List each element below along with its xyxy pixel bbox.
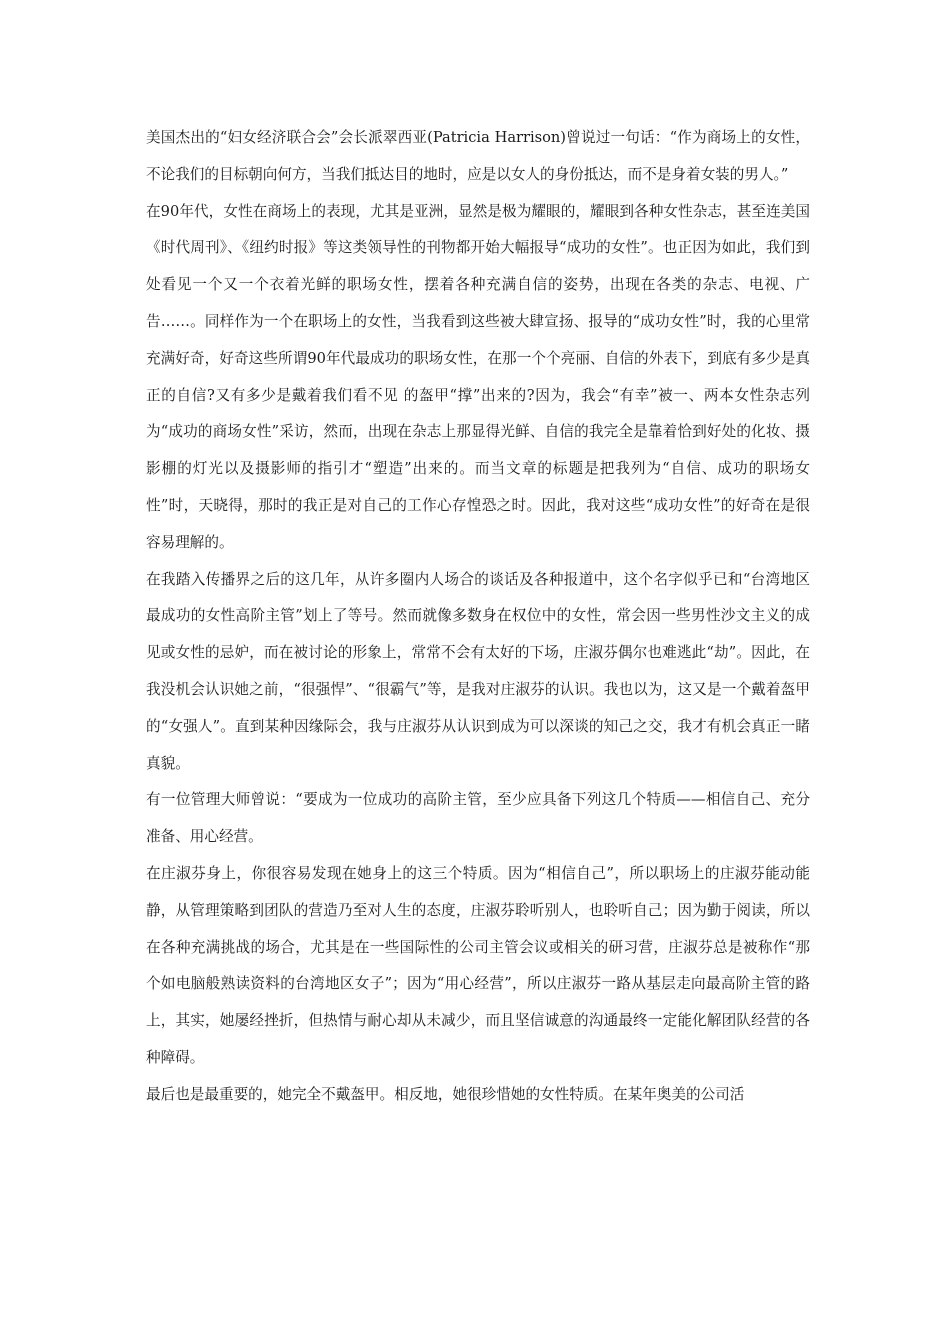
paragraph-1: 美国杰出的“妇女经济联合会”会长派翠西亚(Patricia Harrison)曾说过一句话：“作为商场上的女性，不论我们的目标朝向何方，当我们抵达目的地时，应是以女人的身份抵达，而不是身着女装的男人。” xyxy=(146,129,810,183)
document-body xyxy=(146,120,810,1114)
paragraph-5: 在庄淑芬身上，你很容易发现在她身上的这三个特质。因为“相信自己”，所以职场上的庄淑芬能动能静，从管理策略到团队的营造乃至对人生的态度，庄淑芬聆听别人，也聆听自己；因为勤于阅读，所以在各种充满挑战的场合，尤其是在一些国际性的公司主管会议或相关的研习营，庄淑芬总是被称作“那个如电脑般熟读资料的台湾地区女子”；因为“用心经营”，所以庄淑芬一路从基层走向最高阶主管的路上，其实，她屡经挫折，但热情与耐心却从未减少，而且坚信诚意的沟通最终一定能化解团队经营的各种障碍。 xyxy=(146,864,810,1066)
paragraph-4: 有一位管理大师曾说：“要成为一位成功的高阶主管，至少应具备下列这几个特质——相信自己、充分准备、用心经营。 xyxy=(146,791,810,846)
paragraph-3: 在我踏入传播界之后的这几年，从许多圈内人场合的谈话及各种报道中，这个名字似乎已和“台湾地区最成功的女性高阶主管”划上了等号。然而就像多数身在权位中的女性，常会因一些男性沙文主义的成见或女性的忌妒，而在被讨论的形象上，常常不会有太好的下场，庄淑芬偶尔也难逃此“劫”。因此，在我没机会认识她之前，“很强悍”、“很霸气”等，是我对庄淑芬的认识。我也以为，这又是一个戴着盔甲的“女强人”。直到某种因缘际会，我与庄淑芬从认识到成为可以深谈的知己之交，我才有机会真正一睹真貌。 xyxy=(146,570,810,772)
paragraph-6: 最后也是最重要的，她完全不戴盔甲。相反地，她很珍惜她的女性特质。在某年奥美的公司活 xyxy=(146,1085,745,1103)
paragraph-2: 在90年代，女性在商场上的表现，尤其是亚洲，显然是极为耀眼的，耀眼到各种女性杂志，甚至连美国《时代周刊》、《纽约时报》等这类领导性的刊物都开始大幅报导“成功的女性”。也正因为如此，我们到处看见一个又一个衣着光鲜的职场女性，摆着各种充满自信的姿势，出现在各类的杂志、电视、广告……。同样作为一个在职场上的女性，当我看到这些被大肆宣扬、报导的“成功女性”时，我的心里常充满好奇，好奇这些所谓90年代最成功的职场女性，在那一个个亮丽、自信的外表下，到底有多少是真正的自信?又有多少是戴着我们看不见 的盔甲“撑”出来的?因为，我会“有幸”被一、两本女性杂志列为“成功的商场女性”采访，然而，出现在杂志上那显得光鲜、自信的我完全是靠着恰到好处的化妆、摄影棚的灯光以及摄影师的指引才“塑造”出来的。而当文章的标题是把我列为“自信、成功的职场女性”时，天晓得，那时的我正是对自己的工作心存惶恐之时。因此，我对这些“成功女性”的好奇在是很容易理解的。 xyxy=(146,202,810,551)
